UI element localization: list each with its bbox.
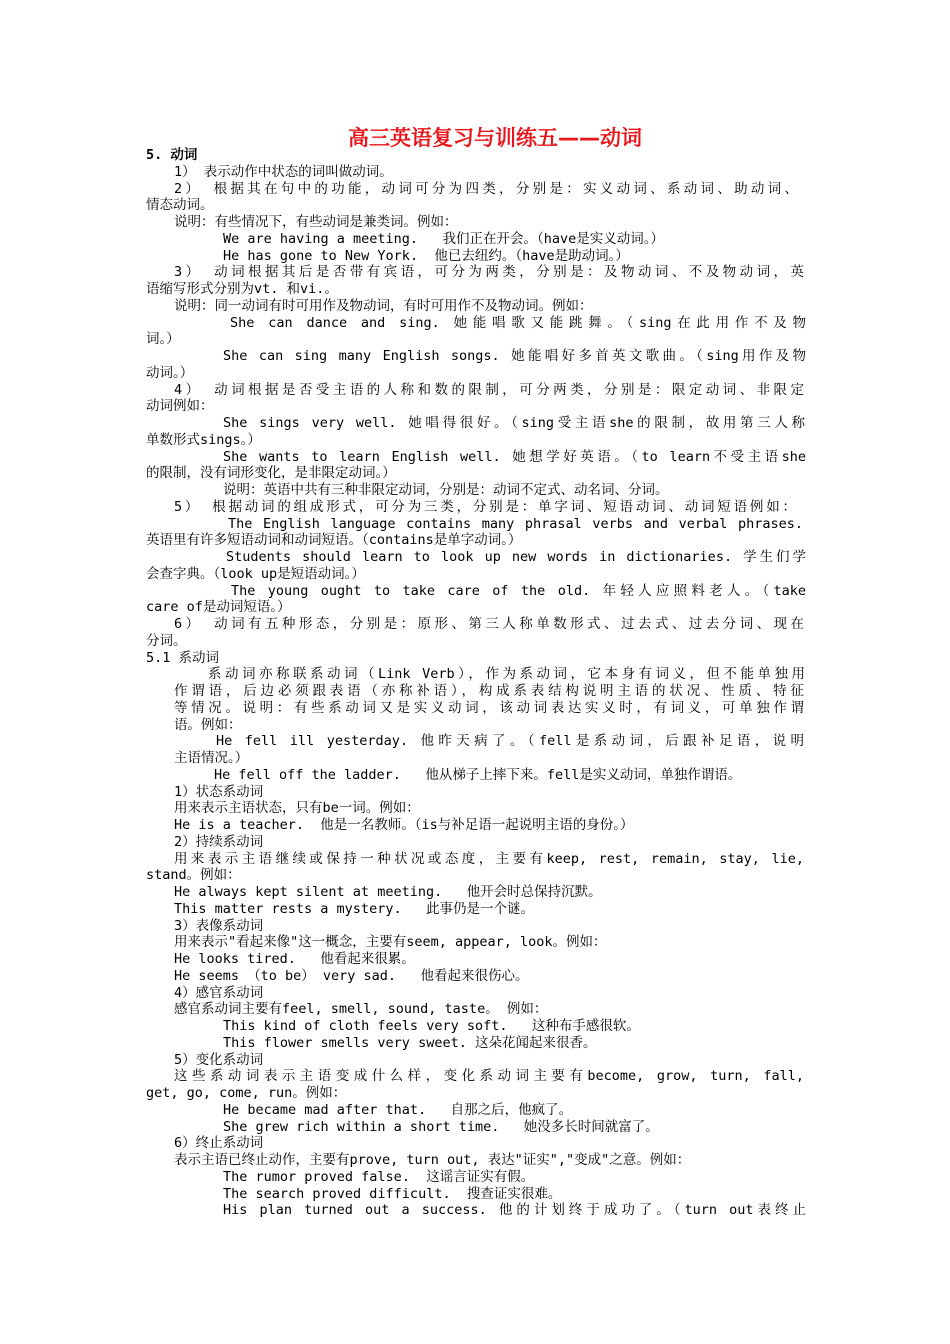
- text-line: 用来表示主语继续或保持一种状况或态度，主要有keep, rest, remain, stay, lie,: [174, 851, 804, 867]
- text-line: 动词例如：: [146, 398, 214, 414]
- text-line: 词。）: [146, 331, 180, 347]
- text-line: care of是动词短语。）: [146, 599, 291, 615]
- text-line: 语。例如：: [174, 717, 242, 733]
- example-line: The search proved difficult. 搜查证实很难。: [223, 1186, 562, 1202]
- example-line: He seems （to be） very sad. 他看起来很伤心。: [174, 968, 529, 984]
- example-line: He fell ill yesterday. 他昨天病了。（fell是系动词，后跟补足语，说明: [216, 733, 804, 749]
- example-line: This matter rests a mystery. 此事仍是一个谜。: [174, 901, 534, 917]
- text-line: 用来表示主语状态，只有be一词。例如：: [174, 800, 420, 816]
- text-line: 的限制，没有词形变化，是非限定动词。）: [146, 465, 396, 481]
- example-line: The rumor proved false. 这谣言证实有假。: [223, 1169, 535, 1185]
- text-line: 这些系动词表示主语变成什么样，变化系动词主要有become, grow, turn, fall,: [174, 1068, 804, 1084]
- text-line: 主语情况。）: [174, 750, 249, 766]
- section-heading: 5. 动词: [146, 147, 198, 163]
- example-line: She wants to learn English well. 她想学好英语。（to learn不受主语she: [223, 449, 806, 465]
- example-line: He is a teacher. 他是一名教师。（is与补足语一起说明主语的身份。）: [174, 817, 634, 833]
- text-line: 2） 根据其在句中的功能，动词可分为四类，分别是：实义动词、系动词、助动词、: [174, 181, 798, 197]
- text-line: 英语里有许多短语动词和动词短语。（contains是单字动词。）: [146, 532, 522, 548]
- example-line: We are having a meeting. 我们正在开会。（have是实义动词。）: [223, 231, 664, 247]
- text-line: 说明：英语中共有三种非限定动词，分别是：动词不定式、动名词、分词。: [223, 482, 669, 498]
- example-line: This flower smells very sweet. 这朵花闻起来很香。: [223, 1035, 597, 1051]
- text-line: 语缩写形式分别为vt. 和vi.。: [146, 281, 338, 297]
- example-line: She can sing many English songs. 她能唱好多首英文歌曲。（sing用作及物: [223, 348, 806, 364]
- text-line: 用来表示"看起来像"这一概念，主要有seem, appear, look。例如：: [174, 934, 607, 950]
- subsection-heading: 3）表像系动词: [174, 918, 264, 934]
- text-line: 表示主语已终止动作，主要有prove, turn out, 表达"证实","变成"之意。例如：: [174, 1152, 691, 1168]
- subsection-heading: 6）终止系动词: [174, 1135, 264, 1151]
- text-line: 3） 动词根据其后是否带有宾语，可分为两类，分别是：及物动词、不及物动词，英: [174, 264, 804, 280]
- text-line: 6） 动词有五种形态，分别是：原形、第三人称单数形式、过去式、过去分词、现在: [174, 616, 804, 632]
- example-line: He became mad after that. 自那之后，他疯了。: [223, 1102, 573, 1118]
- example-line: He has gone to New York. 他已去纽约。（have是助动词。）: [223, 248, 629, 264]
- text-line: 1） 表示动作中状态的词叫做动词。: [174, 164, 393, 180]
- text-line: 说明：有些情况下，有些动词是兼类词。例如：: [174, 214, 458, 230]
- text-line: 系动词亦称联系动词（Link Verb），作为系动词，它本身有词义，但不能单独用: [208, 666, 805, 682]
- text-line: 会查字典。（look up是短语动词。）: [146, 566, 365, 582]
- example-line: His plan turned out a success. 他的计划终于成功了。（turn out表终止: [223, 1202, 806, 1218]
- text-line: 感官系动词主要有feel, smell, sound, taste。 例如：: [174, 1001, 548, 1017]
- text-line: 单数形式sings。）: [146, 432, 261, 448]
- text-line: 说明：同一动词有时可用作及物动词，有时可用作不及物动词。例如：: [174, 298, 593, 314]
- text-line: stand。例如：: [146, 867, 241, 883]
- example-line: He always kept silent at meeting. 他开会时总保持沉默。: [174, 884, 602, 900]
- text-line: get, go, come, run。例如：: [146, 1085, 347, 1101]
- text-line: 分词。: [146, 633, 187, 649]
- example-line: He looks tired. 他看起来很累。: [174, 951, 415, 967]
- example-line: He fell off the ladder. 他从梯子上摔下来。fell是实义动词，单独作谓语。: [214, 767, 742, 783]
- text-line: 作谓语，后边必须跟表语（亦称补语），构成系表结构说明主语的状况、性质、特征: [174, 683, 804, 699]
- subsection-heading: 2）持续系动词: [174, 834, 264, 850]
- text-line: 等情况。说明：有些系动词又是实义动词，该动词表达实义时，有词义，可单独作谓: [174, 700, 804, 716]
- text-line: 4） 动词根据是否受主语的人称和数的限制，可分两类，分别是：限定动词、非限定: [174, 382, 804, 398]
- example-line: She grew rich within a short time. 她没多长时间就富了。: [223, 1119, 659, 1135]
- subsection-heading: 5.1 系动词: [146, 650, 220, 666]
- document-title: 高三英语复习与训练五——动词: [348, 126, 642, 150]
- example-line: The English language contains many phrasal verbs and verbal phrases.: [228, 516, 803, 532]
- subsection-heading: 1）状态系动词: [174, 784, 264, 800]
- text-line: 5） 根据动词的组成形式，可分为三类，分别是：单字词、短语动词、动词短语例如：: [174, 499, 796, 515]
- subsection-heading: 5）变化系动词: [174, 1052, 264, 1068]
- example-line: She sings very well. 她唱得很好。（sing受主语she的限制，故用第三人称: [223, 415, 805, 431]
- example-line: This kind of cloth feels very soft. 这种布手感很软。: [223, 1018, 640, 1034]
- example-line: She can dance and sing. 她能唱歌又能跳舞。（sing在此用作不及物: [230, 315, 806, 331]
- example-line: The young ought to take care of the old. 年轻人应照料老人。（take: [231, 583, 806, 599]
- subsection-heading: 4）感官系动词: [174, 985, 264, 1001]
- example-line: Students should learn to look up new words in dictionaries. 学生们学: [226, 549, 806, 565]
- text-line: 情态动词。: [146, 197, 214, 213]
- text-line: 动词。）: [146, 365, 194, 381]
